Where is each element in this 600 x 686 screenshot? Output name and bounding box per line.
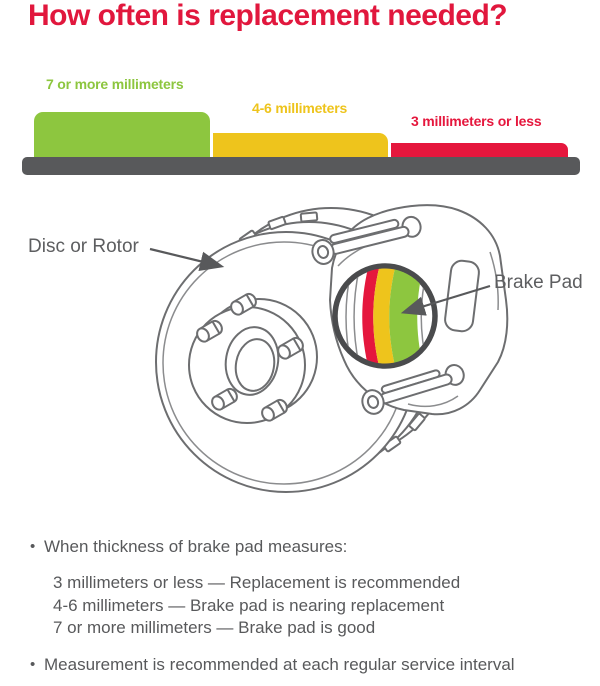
inspection-circle bbox=[335, 264, 435, 370]
bullet-icon: • bbox=[30, 656, 36, 673]
gauge-label-replace: 3 millimeters or less bbox=[411, 113, 542, 129]
note-thresholds bbox=[53, 572, 590, 639]
gauge-bar-nearing bbox=[213, 133, 388, 157]
note-item-good: 7 or more millimeters — Brake pad is good bbox=[53, 618, 376, 637]
bullet-icon: • bbox=[30, 538, 36, 555]
note-outro-text: Measurement is recommended at each regular service interval bbox=[44, 655, 515, 674]
gauge-rotor-base-bar bbox=[22, 157, 580, 175]
gauge-bar-good bbox=[34, 112, 210, 157]
gauge-label-good: 7 or more millimeters bbox=[46, 76, 184, 92]
note-item-replace: 3 millimeters or less — Replacement is recommended bbox=[53, 573, 461, 592]
gauge-bar-replace bbox=[391, 143, 568, 157]
note-intro-text: When thickness of brake pad measures: bbox=[44, 537, 348, 556]
note-intro bbox=[30, 536, 590, 558]
note-item-nearing: 4-6 millimeters — Brake pad is nearing replacement bbox=[53, 595, 445, 615]
note-outro bbox=[30, 654, 590, 676]
page-title: How often is replacement needed? bbox=[28, 0, 508, 32]
brake-assembly-illustration bbox=[0, 185, 600, 515]
disc-or-rotor-label: Disc or Rotor bbox=[28, 236, 139, 257]
gauge-label-nearing: 4-6 millimeters bbox=[252, 100, 348, 116]
brake-pad-label: Brake Pad bbox=[494, 272, 583, 293]
notes-section bbox=[30, 536, 590, 676]
